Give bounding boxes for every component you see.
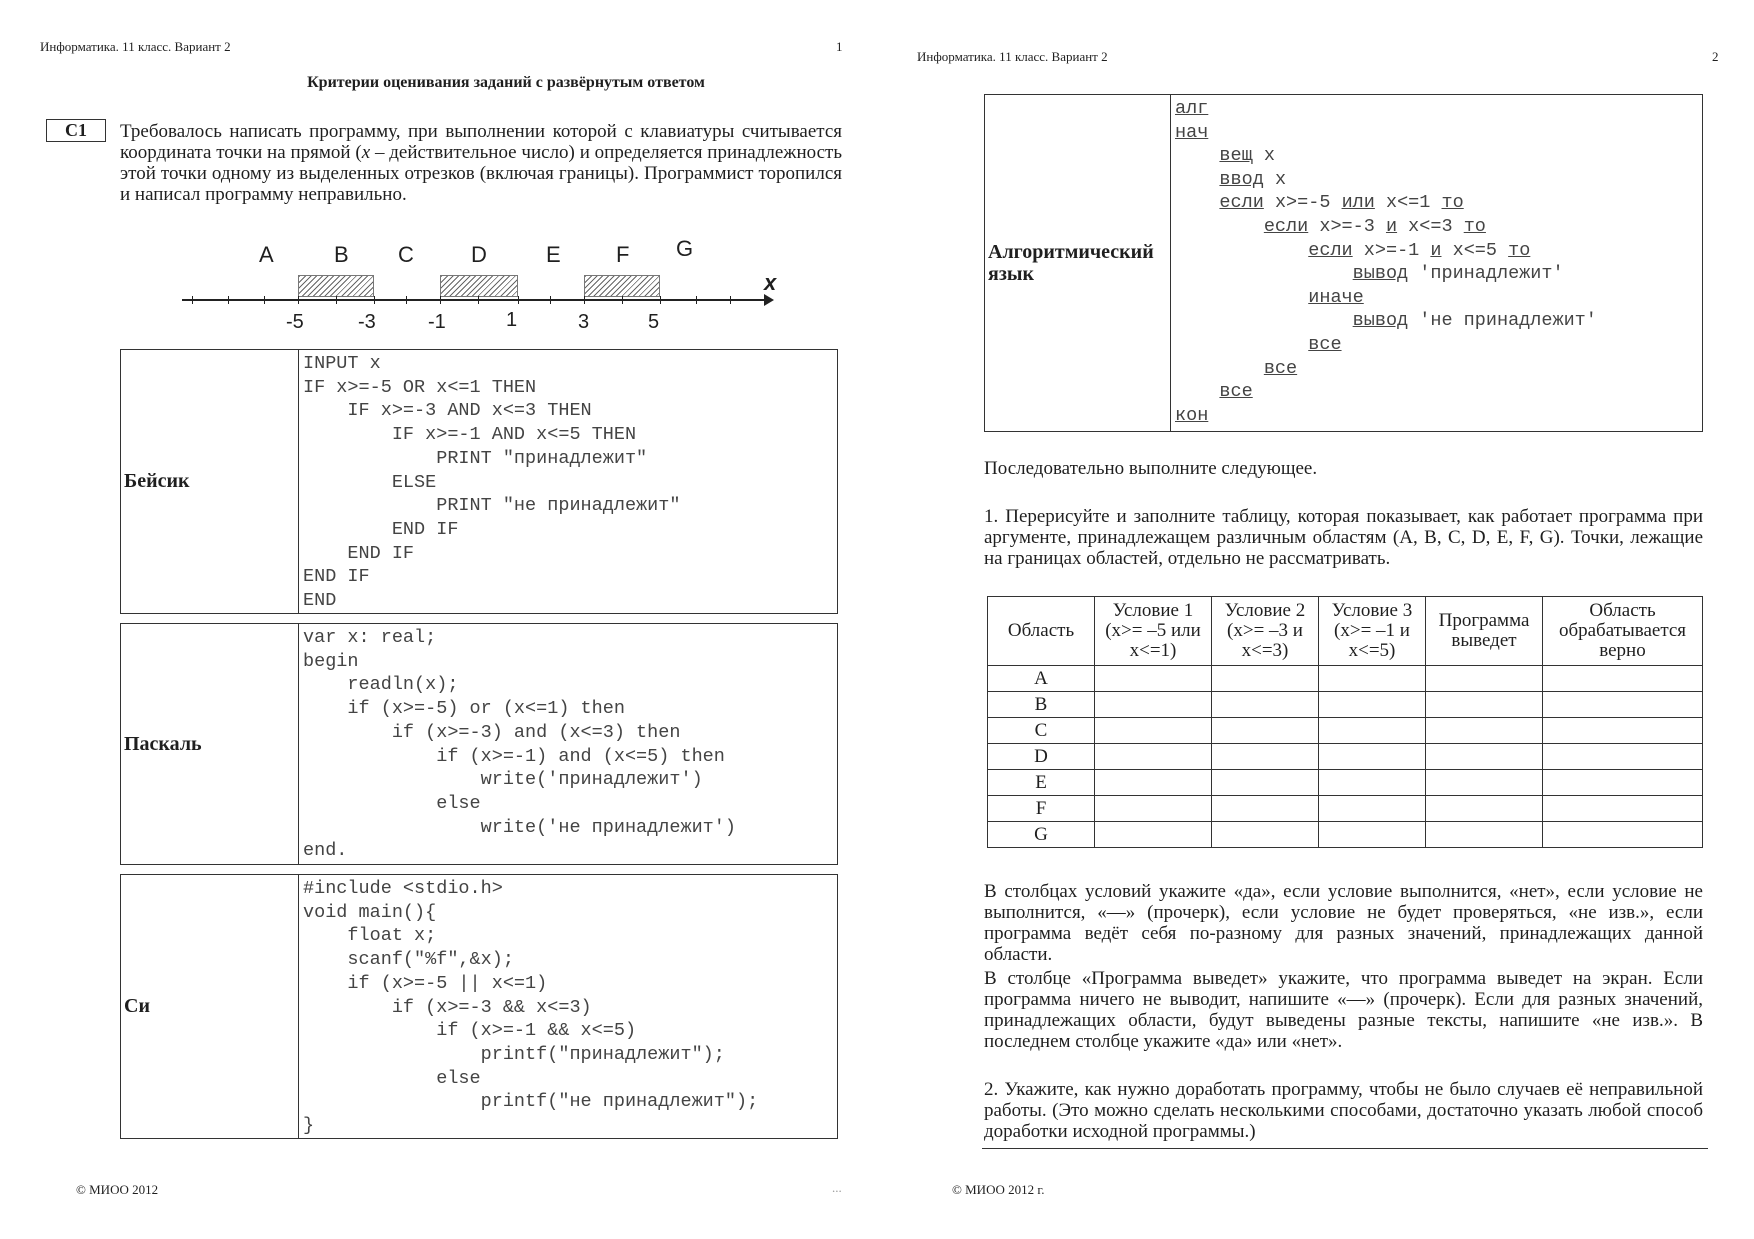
- code-line: var x: real;: [303, 627, 437, 648]
- task-label: C1: [46, 119, 106, 142]
- code-line: printf("принадлежит");: [303, 1043, 725, 1065]
- column-header: Условие 1 (x>= –5 или x<=1): [1095, 597, 1212, 666]
- code-line: readln(x);: [303, 674, 459, 696]
- code-line: printf("не принадлежит");: [303, 1091, 759, 1113]
- code-block: алг нач вещ x ввод x если x>=-5 или x<=1 то если x>=-3 и x<=3 то если x>=-1 и x<=5 то вывод 'принадлежит' иначе вывод 'не принадлежит' все все все кон: [1175, 98, 1597, 426]
- code-line: IF x>=-1 AND x<=5 THEN: [303, 424, 637, 446]
- table-row: [988, 822, 1703, 848]
- code-line: }: [303, 1115, 315, 1137]
- code-keyword: то: [1463, 215, 1486, 237]
- segment-label-d: D: [471, 242, 487, 267]
- table-row: [988, 744, 1703, 770]
- right-page-number: 2: [1712, 49, 1719, 64]
- basic-code-table: [120, 349, 838, 614]
- code-keyword: все: [1263, 357, 1298, 379]
- code-keyword: и: [1385, 215, 1398, 237]
- code-line: if (x>=-5 || x<=1): [303, 972, 548, 994]
- code-line: write('принадлежит'): [303, 769, 703, 791]
- pascal-code-table: [120, 623, 838, 865]
- right-page-header: Информатика. 11 класс. Вариант 2: [917, 49, 1108, 64]
- code-keyword: то: [1508, 239, 1531, 261]
- segment-f-hatch: [584, 275, 660, 297]
- language-label: Алгоритмический язык: [985, 95, 1171, 431]
- segment-label-g: G: [676, 236, 694, 261]
- axis-line: [182, 299, 768, 301]
- code-line: begin: [303, 650, 359, 672]
- code-keyword: все: [1308, 333, 1342, 355]
- code-line: IF x>=-5 OR x<=1 THEN: [303, 376, 537, 398]
- code-line: if (x>=-1) and (x<=5) then: [303, 745, 725, 767]
- code-line: PRINT "не принадлежит": [303, 495, 681, 517]
- code-block: [303, 626, 837, 863]
- segment-label-f: F: [616, 242, 630, 267]
- left-footer-mid: ...: [832, 1180, 842, 1195]
- code-line: if (x>=-3 && x<=3): [303, 996, 592, 1018]
- column-header: Область обрабатывается верно: [1543, 597, 1703, 666]
- code-line: if (x>=-5) or (x<=1) then: [303, 698, 625, 720]
- table-row: [988, 770, 1703, 796]
- task-description: Требовалось написать программу, при выполнении которой с клавиатуры считывается координата точки на прямой (x – действительное число) и определяется принадлежность этой точки одному из выделенных отрезков (включая границы). Программист торопился и написал программу неправильно.: [120, 121, 842, 205]
- note-2-text: В столбце «Программа выведет» укажите, что программа выведет на экран. Если программа ничего не выводит, напишите «—» (прочерк). Если для разных значений, принадлежащих области, будут выведены разные тексты, напишите «не изв.». В последнем столбце укажите «да» или «нет».: [984, 968, 1703, 1052]
- left-page-number: 1: [836, 39, 843, 54]
- code-line: else: [303, 792, 481, 814]
- code-keyword: нач: [1175, 121, 1209, 143]
- code-keyword: алг: [1175, 98, 1209, 119]
- code-line: #include <stdio.h>: [303, 878, 503, 899]
- code-line: if (x>=-3) and (x<=3) then: [303, 721, 681, 743]
- step-2-text: 2. Укажите, как нужно доработать программу, чтобы не было случаев её неправильной работы. (Это можно сделать несколькими способами, достаточно указать любой способ доработки исходной программы.): [984, 1079, 1703, 1142]
- code-keyword: кон: [1175, 404, 1209, 426]
- code-line: if (x>=-1 && x<=5): [303, 1020, 637, 1042]
- bottom-rule: [982, 1148, 1708, 1149]
- language-label: Си: [121, 875, 299, 1138]
- code-line: END: [303, 590, 337, 612]
- code-keyword: или: [1341, 192, 1375, 214]
- row-label: F: [988, 796, 1095, 822]
- segment-label-e: E: [546, 242, 561, 267]
- language-label: Бейсик: [121, 350, 299, 613]
- left-page-header: Информатика. 11 класс. Вариант 2: [40, 39, 231, 54]
- code-keyword: вещ: [1219, 145, 1253, 167]
- code-line: end.: [303, 840, 348, 862]
- page-title: Критерии оценивания заданий с развёрнутым ответом: [307, 74, 705, 91]
- segment-label-b: B: [334, 242, 349, 267]
- language-label: Паскаль: [121, 624, 299, 864]
- results-table: [987, 596, 1703, 848]
- code-line: float x;: [303, 925, 437, 947]
- code-block: [303, 352, 837, 613]
- table-row: [988, 666, 1703, 692]
- tick-label: 5: [648, 311, 660, 333]
- code-keyword: если: [1263, 215, 1309, 237]
- tick-label: -1: [428, 311, 446, 333]
- code-keyword: то: [1441, 192, 1464, 214]
- code-line: END IF: [303, 566, 370, 588]
- segment-d-hatch: [440, 275, 518, 297]
- column-header: Условие 2 (x>= –3 и x<=3): [1212, 597, 1319, 666]
- segment-label-a: A: [259, 242, 274, 267]
- column-header: Условие 3 (x>= –1 и x<=5): [1319, 597, 1426, 666]
- segment-label-c: C: [398, 242, 414, 267]
- code-line: PRINT "принадлежит": [303, 447, 648, 469]
- table-row: [988, 718, 1703, 744]
- code-keyword: вывод: [1352, 263, 1409, 285]
- left-footer: © МИОО 2012: [76, 1182, 159, 1197]
- right-footer: © МИОО 2012 г.: [952, 1182, 1045, 1197]
- row-label: B: [988, 692, 1095, 718]
- table-row: [988, 796, 1703, 822]
- row-label: C: [988, 718, 1095, 744]
- tick-label: -5: [286, 311, 304, 333]
- note-1-text: В столбцах условий укажите «да», если условие выполнится, «нет», если условие не выполнится, «—» (прочерк), если условие не будет проверяться, «не изв.», если программа ведёт себя по-разному для разных значений, принадлежащих данной области.: [984, 881, 1703, 965]
- code-line: ELSE: [303, 471, 437, 493]
- row-label: A: [988, 666, 1095, 692]
- code-keyword: ввод: [1219, 168, 1264, 190]
- code-keyword: и: [1430, 239, 1442, 261]
- code-keyword: иначе: [1308, 286, 1364, 308]
- row-label: D: [988, 744, 1095, 770]
- code-line: END IF: [303, 518, 459, 540]
- code-line: void main(){: [303, 901, 437, 923]
- code-line: IF x>=-3 AND x<=3 THEN: [303, 400, 592, 422]
- code-line: scanf("%f",&x);: [303, 949, 514, 971]
- code-line: else: [303, 1067, 481, 1089]
- row-label: G: [988, 822, 1095, 848]
- tick-label: 1: [506, 309, 518, 331]
- code-keyword: вывод: [1352, 310, 1409, 332]
- algo-code-table: [984, 94, 1703, 432]
- step-1-text: 1. Перерисуйте и заполните таблицу, которая показывает, как работает программа при аргументе, принадлежащем различным областям (A, B, C, D, E, F, G). Точки, лежащие на границах областей, отдельно не рассматривать.: [984, 506, 1703, 569]
- code-keyword: если: [1308, 239, 1353, 261]
- code-line: write('не принадлежит'): [303, 816, 736, 838]
- segment-b-hatch: [298, 275, 374, 297]
- tick-label: 3: [578, 311, 590, 333]
- code-line: INPUT x: [303, 353, 381, 374]
- instruction-text: Последовательно выполните следующее.: [984, 458, 1318, 479]
- code-block: [303, 877, 837, 1138]
- code-keyword: все: [1219, 381, 1253, 403]
- tick-label: -3: [358, 311, 376, 333]
- table-row: [988, 692, 1703, 718]
- c-code-table: [120, 874, 838, 1139]
- axis-label: x: [764, 270, 777, 295]
- row-label: E: [988, 770, 1095, 796]
- code-line: END IF: [303, 542, 415, 564]
- code-keyword: если: [1219, 192, 1264, 214]
- column-header: Область: [988, 597, 1095, 666]
- table-header-row: [988, 597, 1703, 666]
- column-header: Программа выведет: [1426, 597, 1543, 666]
